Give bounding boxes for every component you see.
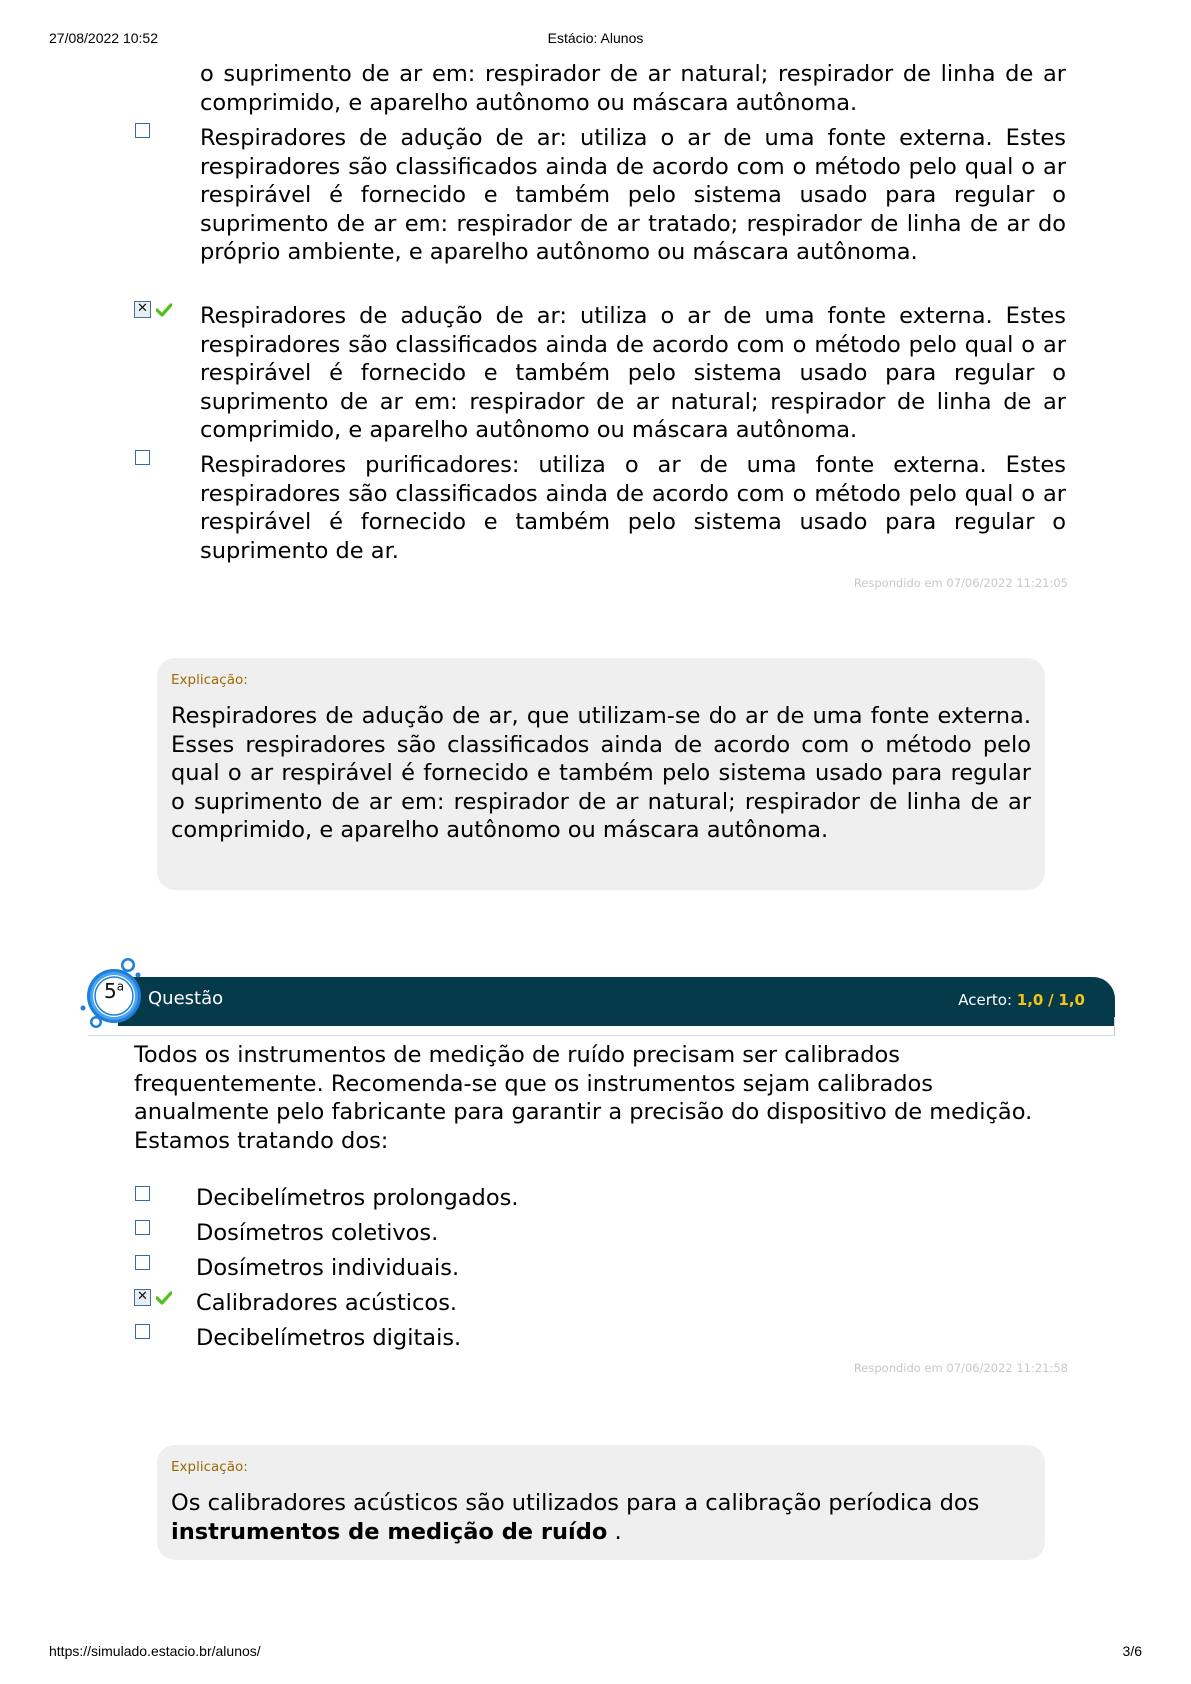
divider [1114, 1017, 1115, 1036]
explanation-emphasis: instrumentos de medição de ruído [171, 1518, 608, 1545]
checkbox-empty-icon[interactable] [135, 450, 150, 465]
option-text: Respiradores de adução de ar: utiliza o ar de uma fonte externa. Estes respiradores são classificados ainda de acordo com o método pelo qual o ar respirável é fornecido e também pelo sistema usado para regular o suprimento de ar em: respirador de ar tratado; respirador de linha de ar do próprio ambiente, e aparelho autônomo ou máscara autônoma. [200, 125, 1066, 265]
score-max: 1,0 [1058, 991, 1085, 1009]
question-number-badge [78, 956, 148, 1032]
print-page-number: 3/6 [1122, 1643, 1142, 1659]
divider [88, 1035, 1115, 1036]
green-check-icon [156, 303, 172, 317]
checkbox-empty-icon[interactable] [135, 123, 150, 138]
explanation-label: Explicação: [171, 672, 248, 688]
checkbox-empty-icon[interactable] [135, 1255, 150, 1270]
option-text: Dosímetros coletivos. [196, 1220, 439, 1246]
score-value: 1,0 [1016, 991, 1044, 1009]
explanation-text: Os calibradores acústicos são utilizados para a calibração períodica dos instrumentos de medição de ruído . [171, 1490, 980, 1545]
option-text: Dosímetros individuais. [196, 1255, 460, 1281]
option-text: Calibradores acústicos. [196, 1290, 458, 1316]
option-text: Respiradores purificadores: utiliza o ar de uma fonte externa. Estes respiradores são classificados ainda de acordo com o método pelo qual o ar respirável é fornecido e também pelo sistema usado para regular o suprimento de ar. [200, 452, 1066, 564]
explanation-label: Explicação: [171, 1459, 248, 1475]
print-url: https://simulado.estacio.br/alunos/ [49, 1643, 261, 1659]
checkbox-empty-icon[interactable] [135, 1220, 150, 1235]
explanation-box [157, 1445, 1045, 1560]
checkbox-empty-icon[interactable] [135, 1186, 150, 1201]
checkbox-x-icon[interactable]: ✕ [134, 301, 151, 318]
option-text: Respiradores de adução de ar: utiliza o ar de uma fonte externa. Estes respiradores são classificados ainda de acordo com o método pelo qual o ar respirável é fornecido e também pelo sistema usado para regular o suprimento de ar em: respirador de ar natural; respirador de linha de ar comprimido, e aparelho autônomo ou máscara autônoma. [200, 303, 1066, 443]
question-title: Questão [148, 988, 224, 1009]
score-label: Acerto: [958, 991, 1013, 1009]
explanation-box [157, 658, 1045, 890]
print-page-title: Estácio: Alunos [547, 30, 644, 46]
checkbox-empty-icon[interactable] [135, 1324, 150, 1339]
previous-option-tail: o suprimento de ar em: respirador de ar natural; respirador de linha de ar comprimido, e aparelho autônomo ou máscara autônoma. [200, 61, 1066, 116]
answered-timestamp: Respondido em 07/06/2022 11:21:05 [853, 576, 1068, 590]
option-text: Decibelímetros digitais. [196, 1325, 462, 1351]
question-number: 5$^a$ [103, 979, 125, 1003]
score-display [958, 991, 1085, 1009]
checkbox-x-icon[interactable]: ✕ [134, 1289, 151, 1306]
answered-timestamp: Respondido em 07/06/2022 11:21:58 [853, 1361, 1068, 1375]
score-separator: / [1048, 991, 1054, 1009]
print-datetime: 27/08/2022 10:52 [49, 30, 158, 46]
question-statement: Todos os instrumentos de medição de ruído precisam ser calibrados frequentemente. Recomenda-se que os instrumentos sejam calibrados anualmente pelo fabricante para garantir a precisão do dispositivo de medição. Estamos tratando dos: [134, 1042, 1033, 1154]
green-check-icon [156, 1291, 172, 1305]
question-header-bar [88, 977, 1115, 1036]
explanation-text: Respiradores de adução de ar, que utilizam-se do ar de uma fonte externa. Esses respiradores são classificados ainda de acordo com o método pelo qual o ar respirável é fornecido e também pelo sistema usado para regular o suprimento de ar em: respirador de ar natural; respirador de linha de ar comprimido, e aparelho autônomo ou máscara autônoma. [171, 703, 1031, 843]
option-text: Decibelímetros prolongados. [196, 1185, 519, 1211]
